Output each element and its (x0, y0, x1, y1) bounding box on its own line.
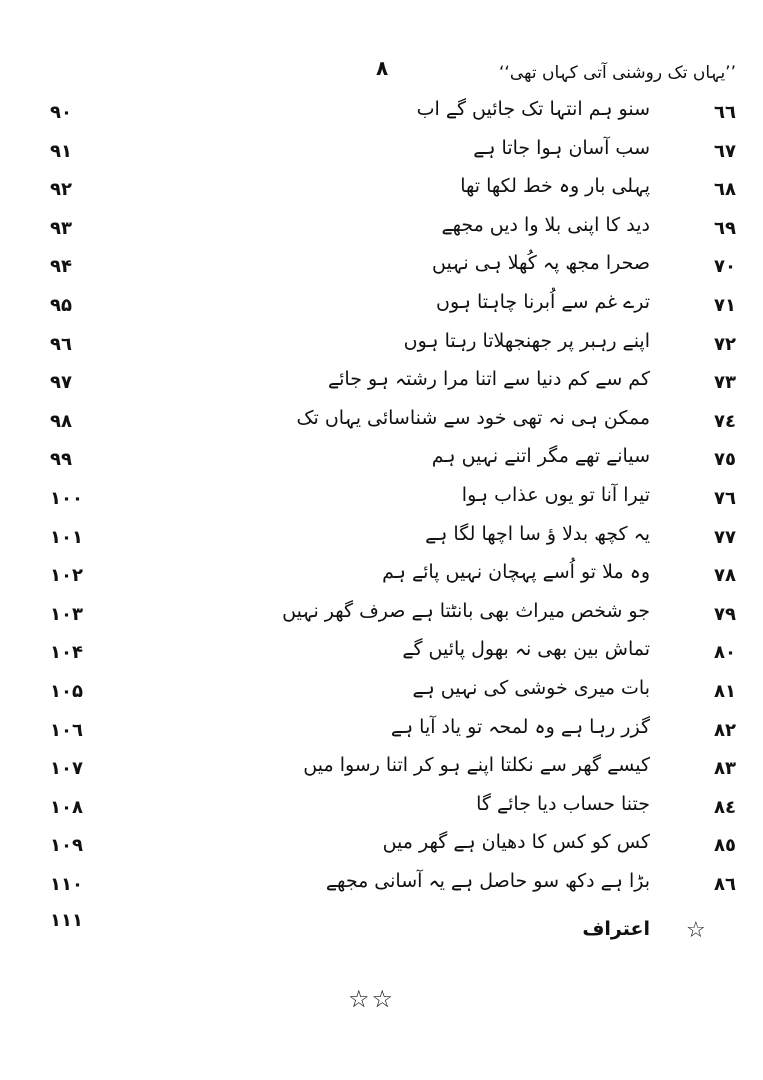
list-item (0, 482, 763, 521)
entry-title: بات میری خوشی کی نہیں ہے (412, 676, 650, 699)
entry-serial: ٧٦ (714, 487, 736, 509)
book-title: ’’یہاں تک روشنی آتی کہاں تھی‘‘ (499, 63, 736, 83)
entry-page-number: ۹۳ (50, 217, 72, 239)
entry-serial: ٦٨ (714, 179, 736, 201)
list-item (0, 559, 763, 598)
entry-serial: ٨٥ (714, 835, 736, 857)
list-item (0, 212, 763, 251)
entry-serial: ٧٠ (714, 256, 736, 278)
list-item (0, 752, 763, 791)
entry-serial: ٨٤ (714, 796, 736, 818)
entry-page-number: ۱۰٦ (50, 719, 83, 741)
entry-page-number: ۱۰٧ (50, 758, 83, 780)
entry-title: یہ کچھ بدلا ؤ سا اچھا لگا ہے (425, 522, 650, 545)
list-item (0, 328, 763, 367)
list-item (0, 598, 763, 637)
list-item (0, 405, 763, 444)
list-item (0, 443, 763, 482)
entry-page-number: ۹۴ (50, 256, 72, 278)
entry-title: بڑا ہے دکھ سو حاصل ہے یہ آسانی مجھے (325, 869, 650, 892)
entry-title: اپنے رہبر پر جھنجھلاتا رہتا ہوں (403, 329, 650, 352)
entry-title: کیسے گھر سے نکلتا اپنے ہو کر اتنا رسوا میں (303, 754, 650, 777)
list-item (0, 173, 763, 212)
list-item (0, 675, 763, 714)
list-item (0, 636, 763, 675)
list-item (0, 868, 763, 907)
acknowledgement-row (0, 910, 763, 958)
entry-page-number: ۹۰ (50, 102, 72, 123)
entry-title: وہ ملا تو اُسے پہچان نہیں پائے ہم (382, 561, 650, 584)
page-number: ٨ (376, 56, 389, 80)
contents-list (0, 96, 763, 906)
entry-page-number: ۹٧ (50, 372, 72, 394)
entry-serial: ٧٩ (714, 603, 736, 625)
entry-title: کم سے کم دنیا سے اتنا مرا رشتہ ہو جائے (327, 368, 650, 391)
entry-serial: ٧١ (714, 294, 736, 316)
entry-page-number: ۹۱ (50, 140, 72, 162)
entry-title: دید کا اپنی بلا وا دیں مجھے (441, 213, 650, 236)
entry-title: تیرا آنا تو یوں عذاب ہوا (461, 483, 650, 506)
entry-page-number: ۹۲ (50, 179, 72, 201)
entry-title: صحرا مجھ پہ کُھلا ہی نہیں (432, 252, 650, 275)
entry-title: سنو ہم انتہا تک جائیں گے اب (416, 98, 650, 120)
acknowledgement-title: اعتراف (582, 918, 650, 940)
list-item (0, 829, 763, 868)
entry-serial: ٧٥ (714, 449, 736, 471)
entry-serial: ٦٧ (714, 140, 736, 162)
list-item (0, 791, 763, 830)
list-item (0, 250, 763, 289)
entry-page-number: ۱۰۹ (50, 835, 83, 857)
entry-title: ترے غم سے اُبرنا چاہتا ہوں (436, 290, 650, 313)
entry-page-number: ۹۹ (50, 449, 72, 471)
entry-serial: ٨٦ (714, 873, 736, 895)
entry-page-number: ۱۰۵ (50, 680, 83, 702)
entry-title: گزر رہا ہے وہ لمحہ تو یاد آیا ہے (390, 715, 650, 738)
entry-serial: ٧٨ (714, 565, 736, 587)
entry-page-number: ۹۵ (50, 294, 72, 316)
list-item (0, 521, 763, 560)
entry-title: سیانے تھے مگر اتنے نہیں ہم (431, 445, 650, 468)
entry-serial: ٦٦ (714, 102, 736, 123)
list-item (0, 96, 763, 135)
acknowledgement-page: ۱۱۱ (50, 910, 83, 931)
entry-page-number: ۱۰۱ (50, 526, 83, 548)
entry-page-number: ۱۰۲ (50, 565, 83, 587)
entry-serial: ٨٠ (714, 642, 736, 664)
entry-title: جتنا حساب دیا جائے گا (476, 792, 650, 815)
entry-title: پہلی بار وہ خط لکھا تھا (460, 175, 650, 198)
entry-page-number: ۹٦ (50, 333, 72, 355)
entry-title: کس کو کس کا دھیان ہے گھر میں (382, 831, 650, 854)
entry-serial: ٦٩ (714, 217, 736, 239)
entry-title: سب آسان ہوا جاتا ہے (473, 136, 650, 159)
list-item (0, 366, 763, 405)
entry-serial: ٨٣ (714, 758, 736, 780)
entry-title: تماش بین بھی نہ بھول پائیں گے (402, 638, 650, 661)
entry-page-number: ۱۰۰ (50, 487, 83, 509)
list-item (0, 289, 763, 328)
list-item (0, 135, 763, 174)
entry-serial: ٨١ (714, 680, 736, 702)
entry-serial: ٧٢ (714, 333, 736, 355)
entry-serial: ٧٣ (714, 372, 736, 394)
entry-serial: ٨٢ (714, 719, 736, 741)
entry-page-number: ۱۰۴ (50, 642, 83, 664)
entry-serial: ٧٧ (714, 526, 736, 548)
entry-title: جو شخص میراث بھی بانٹتا ہے صرف گھر نہیں (282, 599, 650, 622)
entry-page-number: ۹۸ (50, 410, 72, 432)
entry-title: ممکن ہی نہ تھی خود سے شناسائی یہاں تک (296, 406, 650, 429)
star-icon: ☆ (686, 918, 706, 943)
entry-page-number: ۱۱۰ (50, 873, 83, 895)
entry-page-number: ۱۰۸ (50, 796, 83, 818)
list-item (0, 714, 763, 753)
footer-stars: ☆☆ (348, 985, 396, 1013)
entry-serial: ٧٤ (714, 410, 736, 432)
entry-page-number: ۱۰۳ (50, 603, 83, 625)
